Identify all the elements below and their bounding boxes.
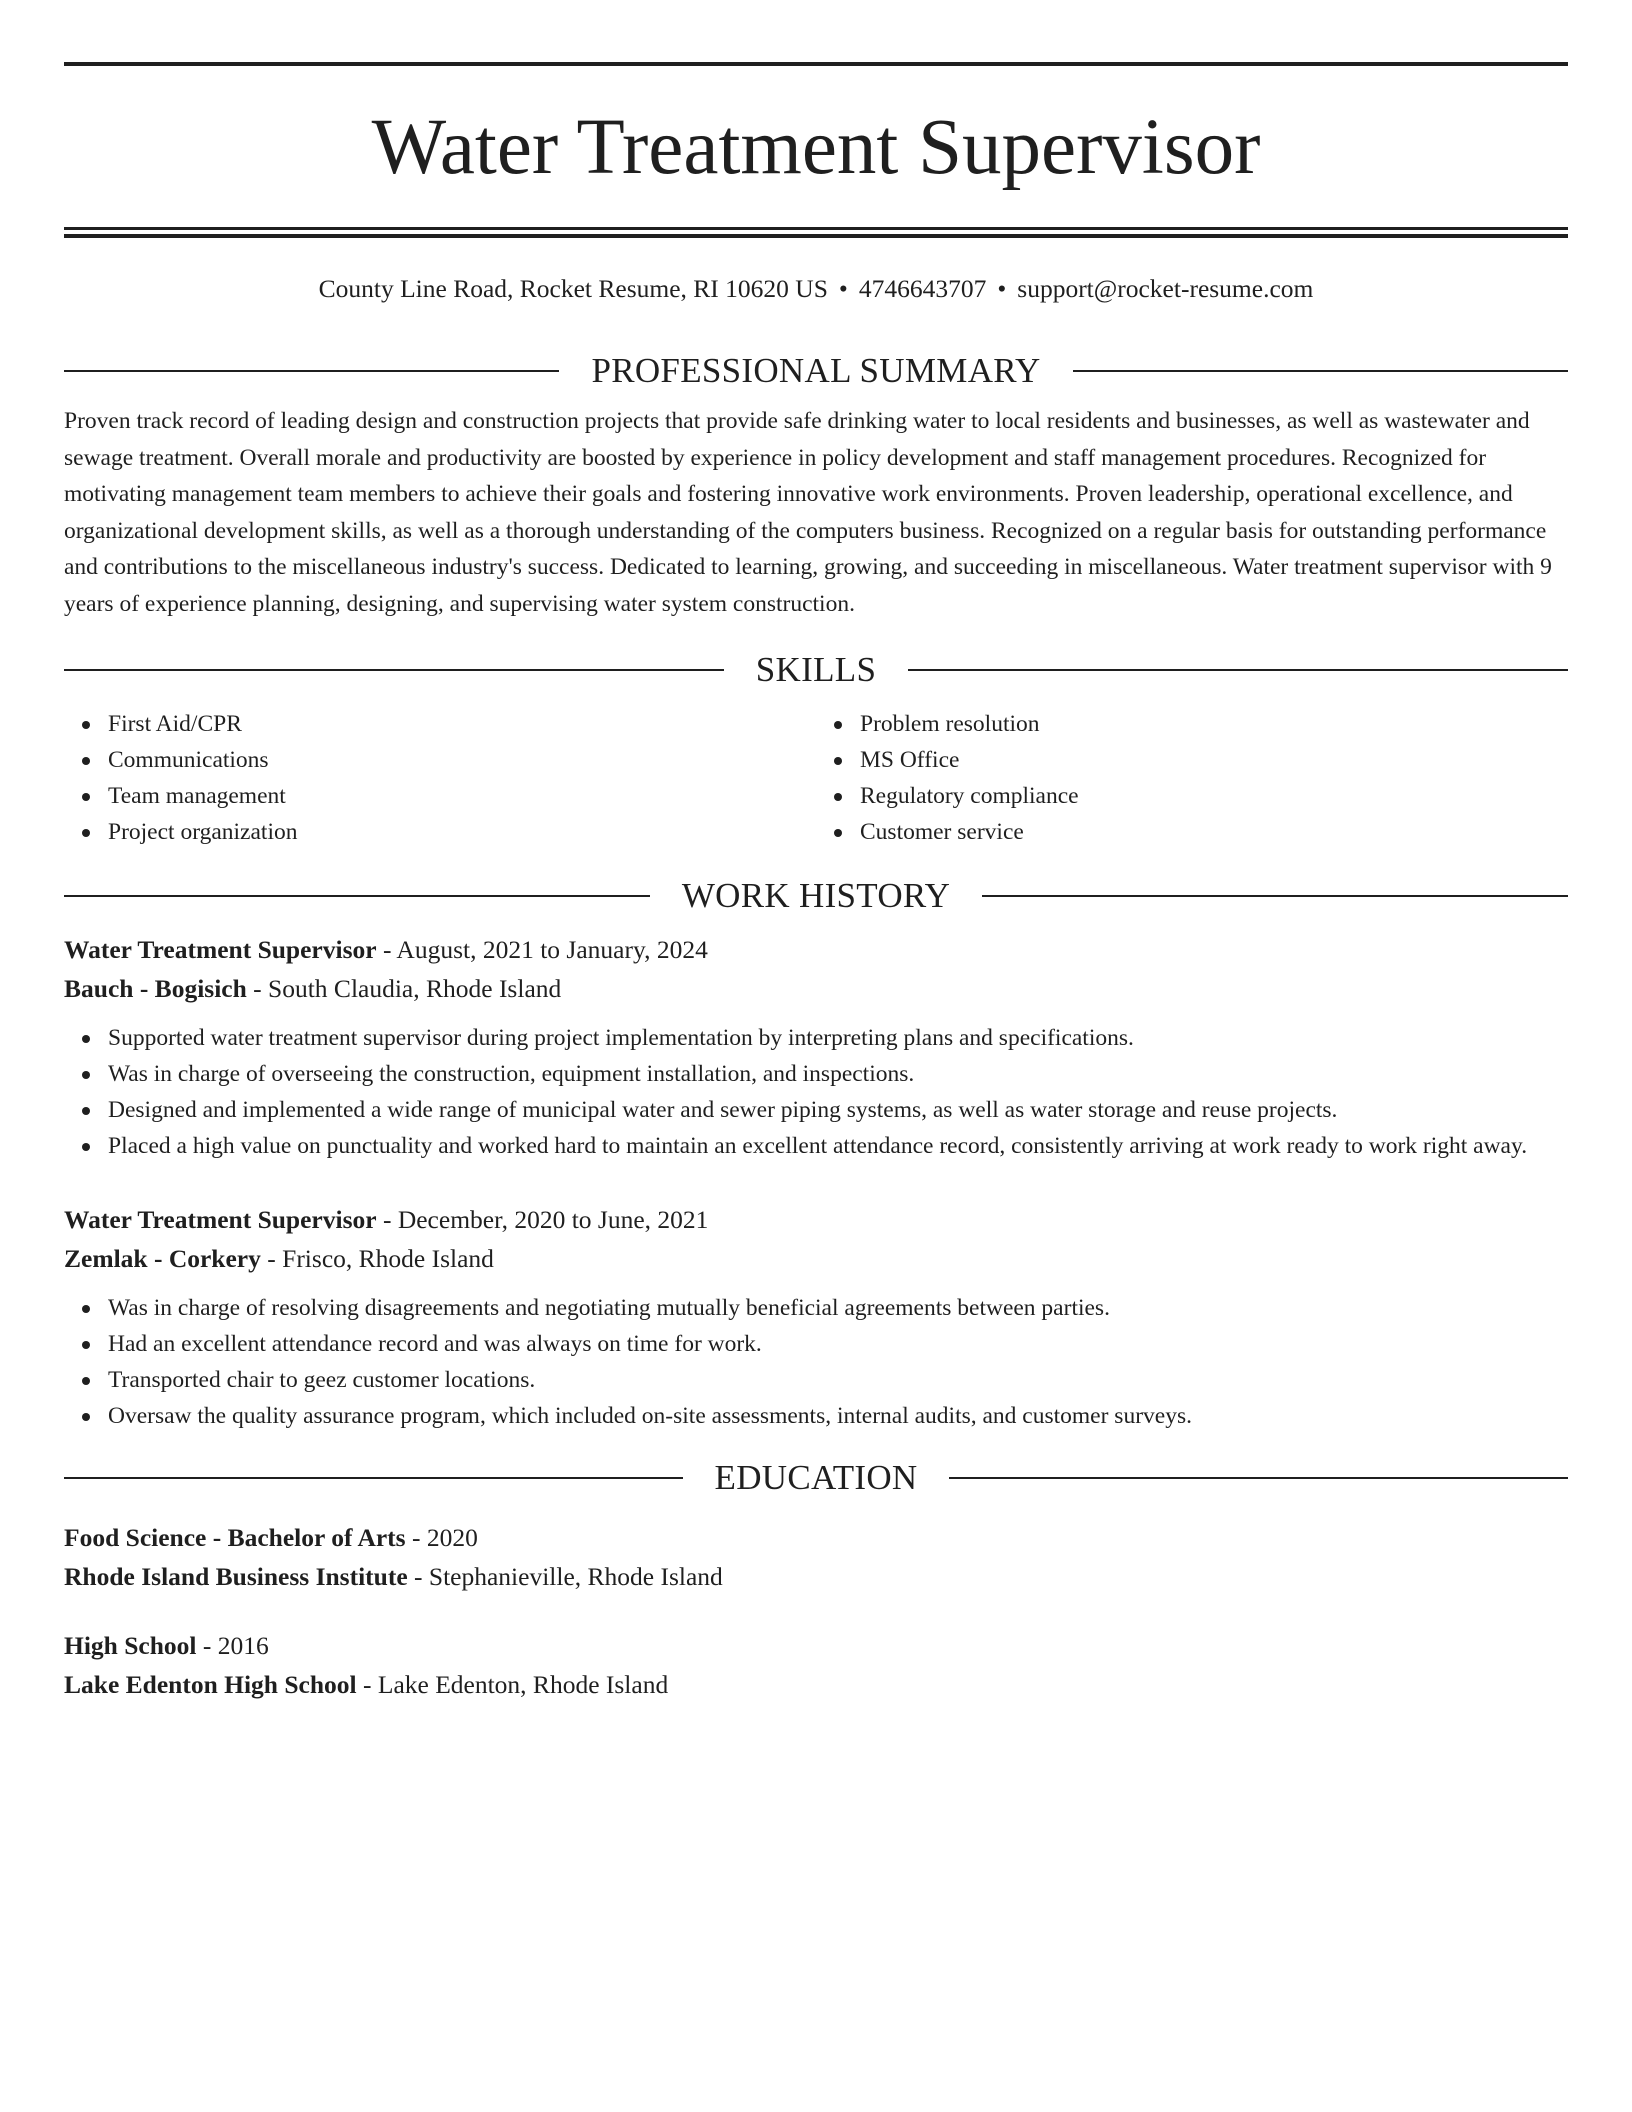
- degree: Food Science - Bachelor of Arts: [64, 1523, 406, 1552]
- summary-heading: PROFESSIONAL SUMMARY: [591, 351, 1041, 390]
- skills-list: [64, 706, 1568, 850]
- job-location: - South Claudia, Rhode Island: [246, 974, 562, 1003]
- job-entry: [64, 1200, 1568, 1434]
- job-location: - Frisco, Rhode Island: [260, 1244, 494, 1273]
- job-bullets: [64, 1290, 1568, 1434]
- education-heading: EDUCATION: [714, 1458, 918, 1497]
- section-rule-right: [1073, 370, 1568, 372]
- section-rule-right: [949, 1477, 1568, 1479]
- contact-email: support@rocket-resume.com: [1017, 274, 1314, 303]
- job-entry: [64, 930, 1568, 1164]
- contact-separator: •: [997, 274, 1007, 303]
- school: Rhode Island Business Institute: [64, 1562, 408, 1591]
- education-section-header: [64, 1456, 1568, 1500]
- skill-item: First Aid/CPR: [108, 706, 816, 742]
- job-title: Water Treatment Supervisor: [64, 1205, 377, 1234]
- job-title-line: [64, 930, 1568, 969]
- job-bullet: Oversaw the quality assurance program, which included on-site assessments, internal audits, and customer surveys.: [108, 1398, 1568, 1434]
- contact-phone: 4746643707: [858, 274, 987, 303]
- work-section-header: [64, 874, 1568, 918]
- contact-separator: •: [838, 274, 848, 303]
- section-rule-left: [64, 370, 559, 372]
- job-bullet: Was in charge of overseeing the construction, equipment installation, and inspections.: [108, 1056, 1568, 1092]
- work-heading: WORK HISTORY: [681, 876, 951, 915]
- skill-item: Team management: [108, 778, 816, 814]
- school-location: - Lake Edenton, Rhode Island: [356, 1670, 669, 1699]
- skills-heading: SKILLS: [755, 650, 877, 689]
- skill-item: Project organization: [108, 814, 816, 850]
- school-location: - Stephanieville, Rhode Island: [407, 1562, 723, 1591]
- name-double-rule: [64, 227, 1568, 238]
- skills-column-right: [816, 706, 1568, 850]
- section-rule-right: [908, 669, 1568, 671]
- degree-line: [64, 1518, 1568, 1557]
- education-entry: [64, 1626, 1568, 1704]
- skill-item: Problem resolution: [860, 706, 1568, 742]
- contact-address: County Line Road, Rocket Resume, RI 10620 US: [318, 274, 828, 303]
- job-company: Bauch - Bogisich: [64, 974, 247, 1003]
- job-dates: - August, 2021 to January, 2024: [376, 935, 708, 964]
- top-rule: [64, 62, 1568, 66]
- school-line: [64, 1665, 1568, 1704]
- skill-item: Customer service: [860, 814, 1568, 850]
- resume-page: [64, 62, 1568, 1704]
- contact-line: [64, 271, 1568, 307]
- job-bullet: Designed and implemented a wide range of municipal water and sewer piping systems, as well as water storage and reuse projects.: [108, 1092, 1568, 1128]
- section-rule-left: [64, 895, 650, 897]
- summary-section-header: [64, 349, 1568, 393]
- job-bullet: Supported water treatment supervisor during project implementation by interpreting plans and specifications.: [108, 1020, 1568, 1056]
- section-rule-right: [982, 895, 1568, 897]
- section-rule-left: [64, 1477, 683, 1479]
- job-bullet: Placed a high value on punctuality and worked hard to maintain an excellent attendance record, consistently arriving at work ready to work right away.: [108, 1128, 1568, 1164]
- job-bullet: Transported chair to geez customer locations.: [108, 1362, 1568, 1398]
- job-title-line: [64, 1200, 1568, 1239]
- degree-year: - 2020: [405, 1523, 478, 1552]
- skills-section-header: [64, 648, 1568, 692]
- school: Lake Edenton High School: [64, 1670, 357, 1699]
- skills-column-left: [64, 706, 816, 850]
- job-bullet: Had an excellent attendance record and was always on time for work.: [108, 1326, 1568, 1362]
- skill-item: Communications: [108, 742, 816, 778]
- job-dates: - December, 2020 to June, 2021: [376, 1205, 709, 1234]
- job-bullets: [64, 1020, 1568, 1164]
- job-title: Water Treatment Supervisor: [64, 935, 377, 964]
- degree: High School: [64, 1631, 197, 1660]
- skill-item: Regulatory compliance: [860, 778, 1568, 814]
- degree-line: [64, 1626, 1568, 1665]
- job-company-line: [64, 969, 1568, 1008]
- job-bullet: Was in charge of resolving disagreements and negotiating mutually beneficial agreements between parties.: [108, 1290, 1568, 1326]
- job-company: Zemlak - Corkery: [64, 1244, 261, 1273]
- summary-text: Proven track record of leading design and construction projects that provide safe drinking water to local residents and businesses, as well as wastewater and sewage treatment. Overall morale and productivity are boosted by experience in policy development and staff management procedures. Recognized for motivating management team members to achieve their goals and fostering innovative work environments. Proven leadership, operational excellence, and organizational development skills, as well as a thorough understanding of the computers business. Recognized on a regular basis for outstanding performance and contributions to the miscellaneous industry's success. Dedicated to learning, growing, and succeeding in miscellaneous. Water treatment supervisor with 9 years of experience planning, designing, and supervising water system construction.: [64, 408, 1552, 617]
- skill-item: MS Office: [860, 742, 1568, 778]
- section-rule-left: [64, 669, 724, 671]
- degree-year: - 2016: [196, 1631, 269, 1660]
- education-entry: [64, 1518, 1568, 1596]
- school-line: [64, 1557, 1568, 1596]
- job-company-line: [64, 1239, 1568, 1278]
- candidate-name: Water Treatment Supervisor: [371, 104, 1261, 191]
